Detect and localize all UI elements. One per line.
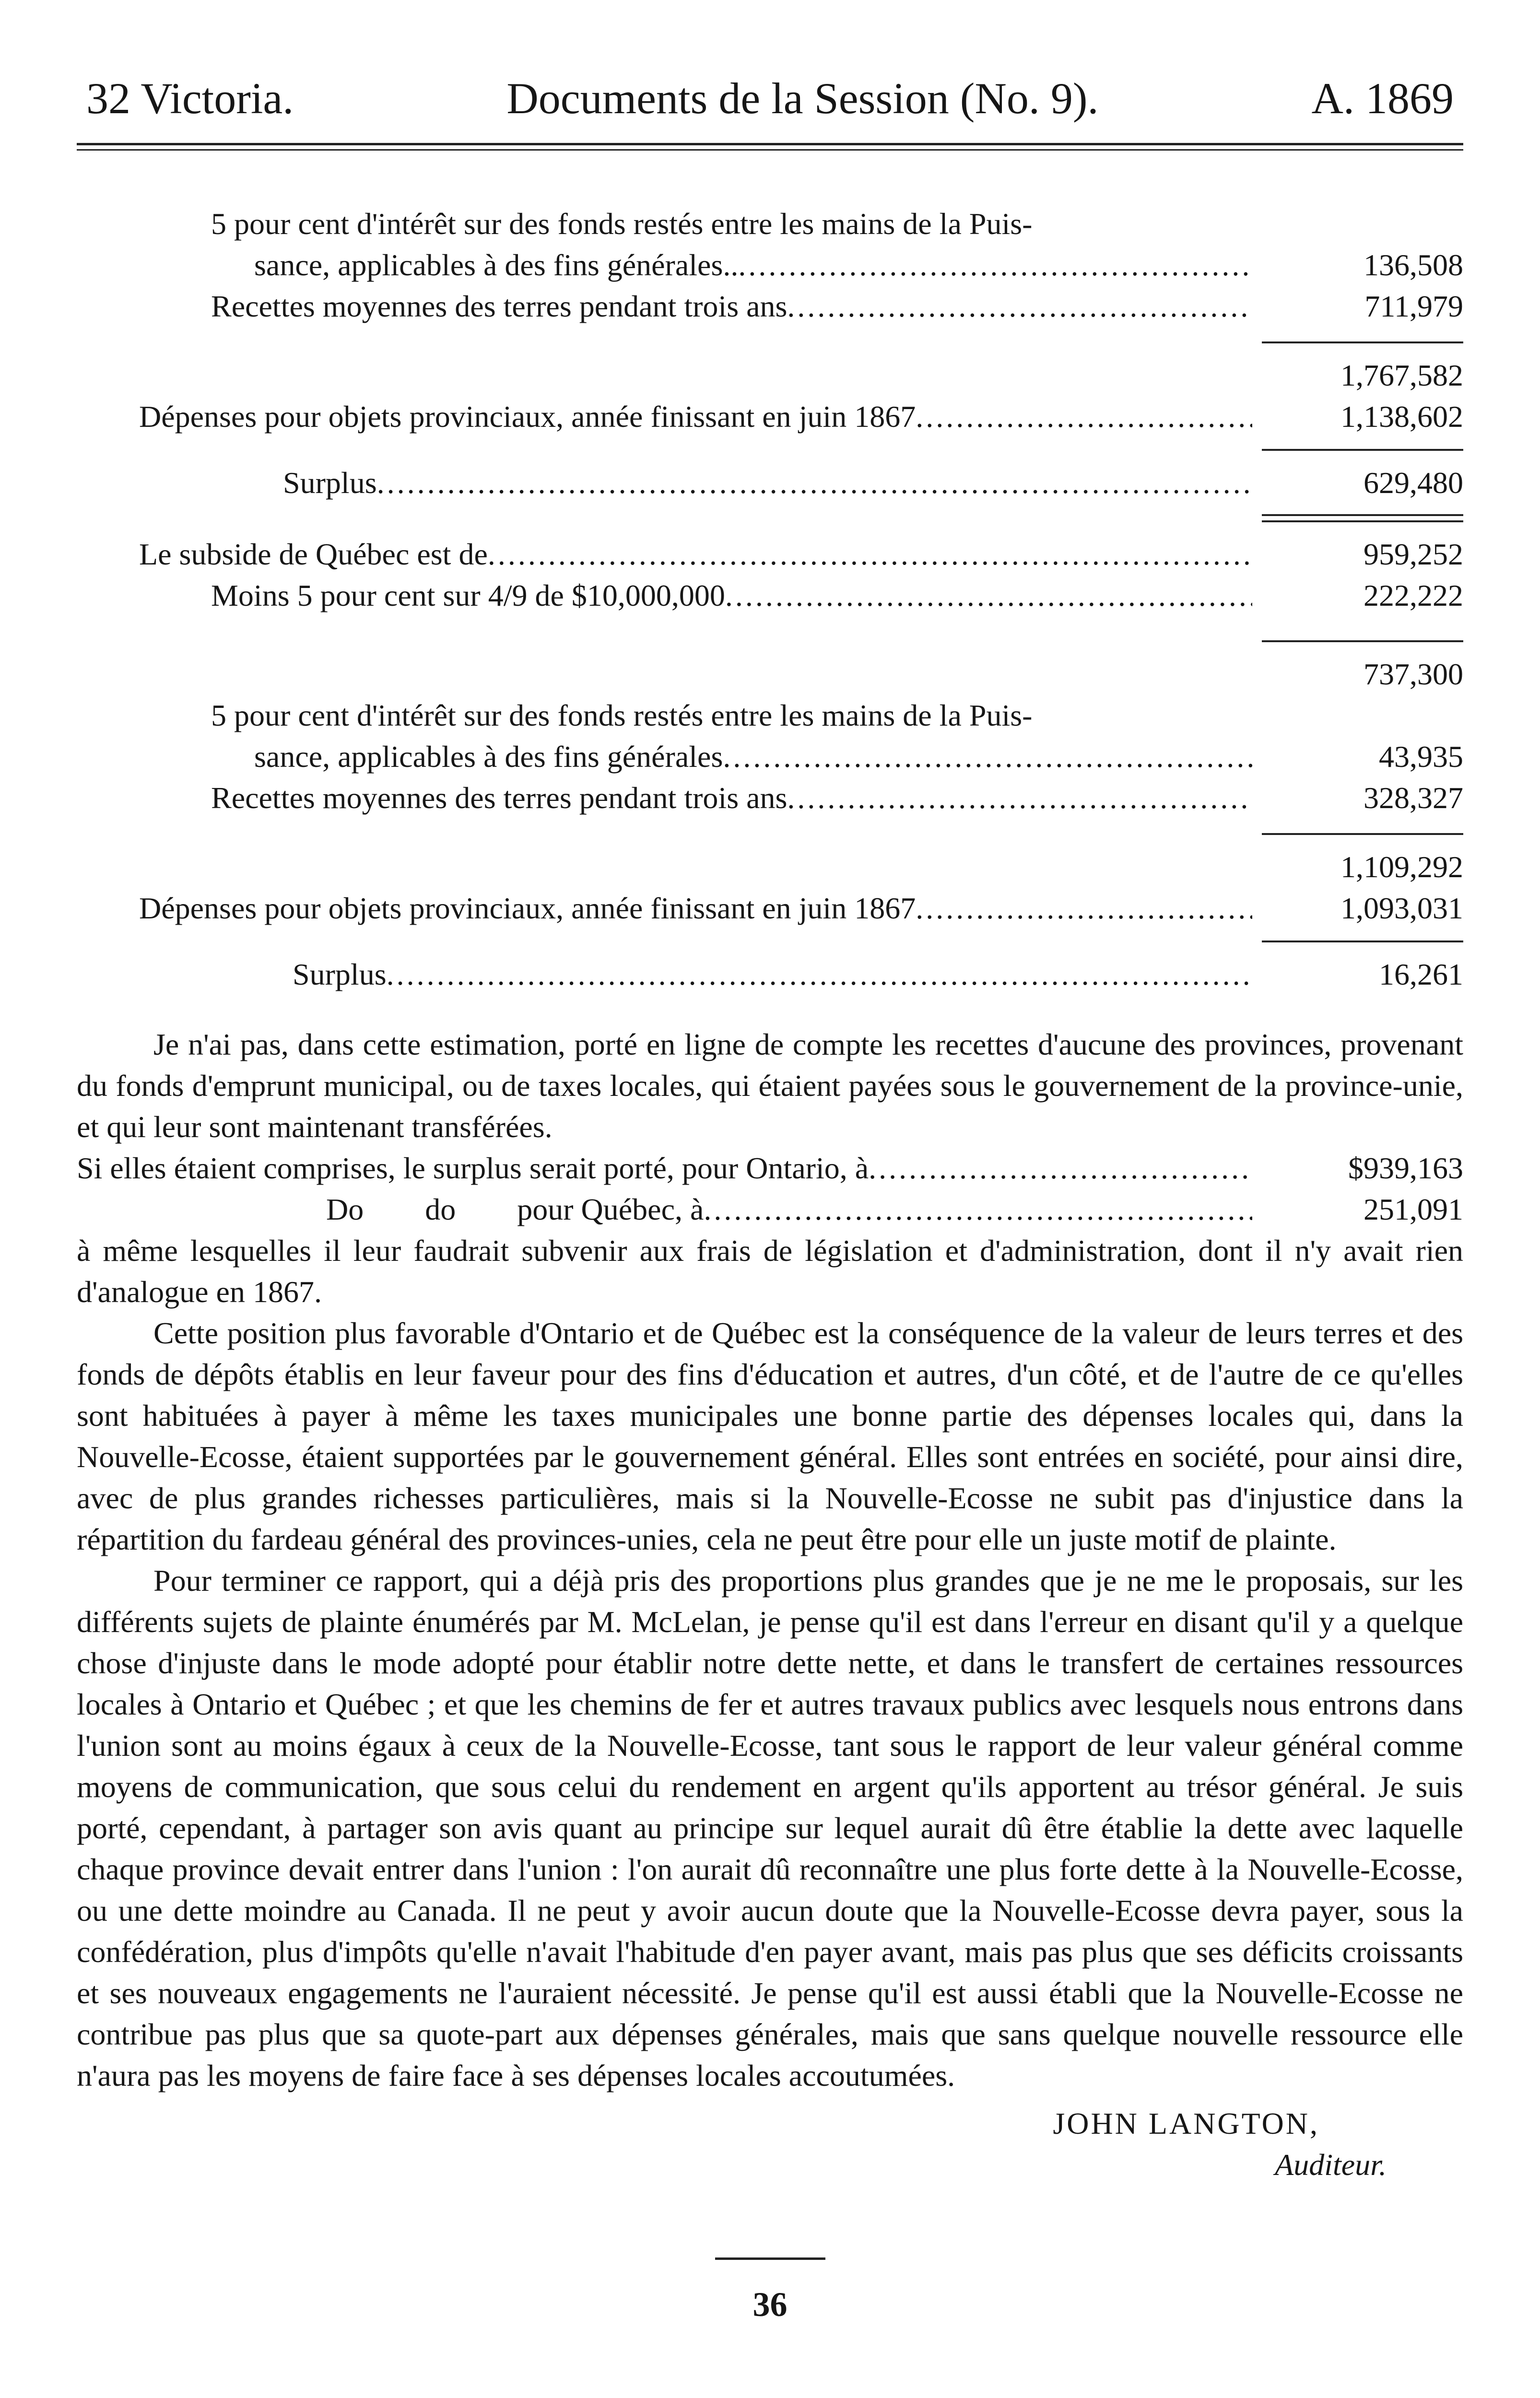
paragraph-revenues-continued: à même lesquelles il leur faudrait subvenir aux frais de législation et d'administration, dont il n'y avait rien d'analogue en 1867. [77,1234,1463,1309]
ontario-lands-label: Recettes moyennes des terres pendant trois ans [211,289,788,323]
surplus-ontario-label: Si elles étaient comprises, le surplus serait porté, pour Ontario, à [77,1151,869,1185]
page-number: 36 [752,2285,788,2324]
quebec-ledger [77,534,1463,995]
ontario-ledger [77,203,1463,522]
ontario-surplus-label: Surplus [283,466,377,500]
quebec-expenses-row [77,888,1463,929]
quebec-lands-label: Recettes moyennes des terres pendant trois ans [211,781,788,815]
ontario-expenses-amount: 1,138,602 [1340,400,1463,434]
quebec-interest-row [77,736,1463,777]
ontario-expenses-row [77,396,1463,437]
quebec-interest-line1: 5 pour cent d'intérêt sur des fonds restés entre les mains de la Puis- [211,698,1033,732]
ontario-interest-row [77,245,1463,286]
header-volume: 32 Victoria. [86,74,294,123]
quebec-surplus-label: Surplus [293,957,387,991]
surplus-quebec-row [77,1189,1463,1230]
ontario-interest-label: sance, applicables à des fins générales.. [254,248,739,282]
quebec-subsidy-amount: 959,252 [1364,537,1463,571]
header-double-rule [77,143,1463,151]
ontario-total-amount: 1,767,582 [1340,358,1463,392]
signature-title: Auditeur. [1275,2148,1387,2182]
quebec-surplus-row [77,954,1463,995]
ontario-lands-amount: 711,979 [1364,289,1463,323]
quebec-total-row [77,846,1463,888]
ontario-lands-row [77,286,1463,327]
signature-name: JOHN LANGTON, [1053,2106,1319,2140]
paragraph-position: Cette position plus favorable d'Ontario et de Québec est la conséquence de la valeur de leurs terres et des fonds de dépôts établis en leur faveur pour des fins d'éducation et autres, d'un côté, et de l'autre de ce qu'elles sont habituées à payer à même les taxes municipales une bonne partie des dépenses locales qui, dans la Nouvelle-Ecosse, étaient supportées par le gouvernement général. Elles sont entrées en société, pour ainsi dire, avec de plus grandes richesses particulières, mais si la Nouvelle-Ecosse ne subit pas d'injustice dans la répartition du fardeau général des provinces-unies, cela ne peut être pour elle un juste motif de plainte. [77,1316,1463,1556]
quebec-less-row [77,575,1463,616]
surplus-quebec-label: Do do pour Québec, à [326,1192,704,1226]
surplus-ontario-row [77,1148,1463,1189]
quebec-interest-label: sance, applicables à des fins générales [254,740,723,774]
surplus-double-rule [1262,514,1463,522]
quebec-less-amount: 222,222 [1364,578,1463,612]
difference-rule [1262,940,1463,942]
paragraph-conclusion: Pour terminer ce rapport, qui a déjà pris des proportions plus grandes que je ne me le proposais, sur les différents sujets de plainte énumérés par M. McLelan, je pense qu'il est dans l'erreur en disant qu'il y a quelque chose d'injuste dans le mode adopté pour établir notre dette nette, et dans le transfert de certaines ressources locales à Ontario et Québec ; et que les chemins de fer et autres travaux publics avec lesquels nous entrons dans l'union sont au moins égaux à ceux de la Nouvelle-Ecosse, tant sous le rapport de leur valeur général comme moyens de communication, que sous celui du rendement en argent qu'ils apportent au trésor général. Je suis porté, cependant, à partager son avis quant au principe sur lequel aurait dû être établie la dette avec laquelle chaque province devait entrer dans l'union : l'on aurait dû reconnaître une plus forte dette à la Nouvelle-Ecosse, ou une dette moindre au Canada. Il ne peut y avoir aucun doute que la Nouvelle-Ecosse devra payer, sous la confédération, plus d'impôts qu'elle n'avait l'habitude d'en payer avant, mais pas plus que ses déficits croissants et ses nouveaux engagements ne l'auraient nécessité. Je pense qu'il est aussi établi que la Nouvelle-Ecosse ne contribue pas plus que sa quote-part aux dépenses générales, mais que sans quelque nouvelle ressource elle n'aura pas les moyens de faire face à ses dépenses locales accoutumées. [77,1563,1463,2092]
ontario-surplus-amount: 629,480 [1364,466,1463,500]
quebec-net-row [77,654,1463,695]
header-year: A. 1869 [1311,74,1454,123]
header-title: Documents de la Session (No. 9). [506,74,1099,123]
ontario-surplus-row [77,462,1463,504]
quebec-interest-amount: 43,935 [1379,740,1463,774]
footer-rule [715,2257,825,2260]
sum-rule [1262,341,1463,343]
sum-rule [1262,833,1463,835]
quebec-less-label: Moins 5 pour cent sur 4/9 de $10,000,000 [211,578,725,612]
sum-rule [1262,640,1463,642]
quebec-expenses-amount: 1,093,031 [1340,891,1463,925]
ontario-interest-amount: 136,508 [1364,248,1463,282]
surplus-quebec-amount: 251,091 [1364,1192,1463,1226]
signature-block [77,2103,1463,2186]
quebec-lands-row [77,777,1463,819]
quebec-expenses-label: Dépenses pour objets provinciaux, année finissant en juin 1867 [139,891,916,925]
quebec-surplus-amount: 16,261 [1379,957,1463,991]
difference-rule [1262,449,1463,451]
ontario-expenses-label: Dépenses pour objets provinciaux, année finissant en juin 1867 [139,400,916,434]
surplus-ontario-amount: $939,163 [1348,1151,1463,1185]
running-header [77,72,1463,125]
quebec-subsidy-label: Le subside de Québec est de [139,537,488,571]
quebec-total-amount: 1,109,292 [1340,850,1463,884]
body-text [77,1024,1463,2096]
quebec-lands-amount: 328,327 [1364,781,1463,815]
quebec-subsidy-row [77,534,1463,575]
paragraph-revenues: Je n'ai pas, dans cette estimation, porté en ligne de compte les recettes d'aucune des provinces, provenant du fonds d'emprunt municipal, ou de taxes locales, qui étaient payées sous le gouvernement de la province-unie, et qui leur sont maintenant transférées. [77,1027,1463,1144]
ontario-total-row [77,355,1463,396]
ontario-interest-line1: 5 pour cent d'intérêt sur des fonds restés entre les mains de la Puis- [211,207,1033,241]
quebec-net-amount: 737,300 [1364,657,1463,691]
